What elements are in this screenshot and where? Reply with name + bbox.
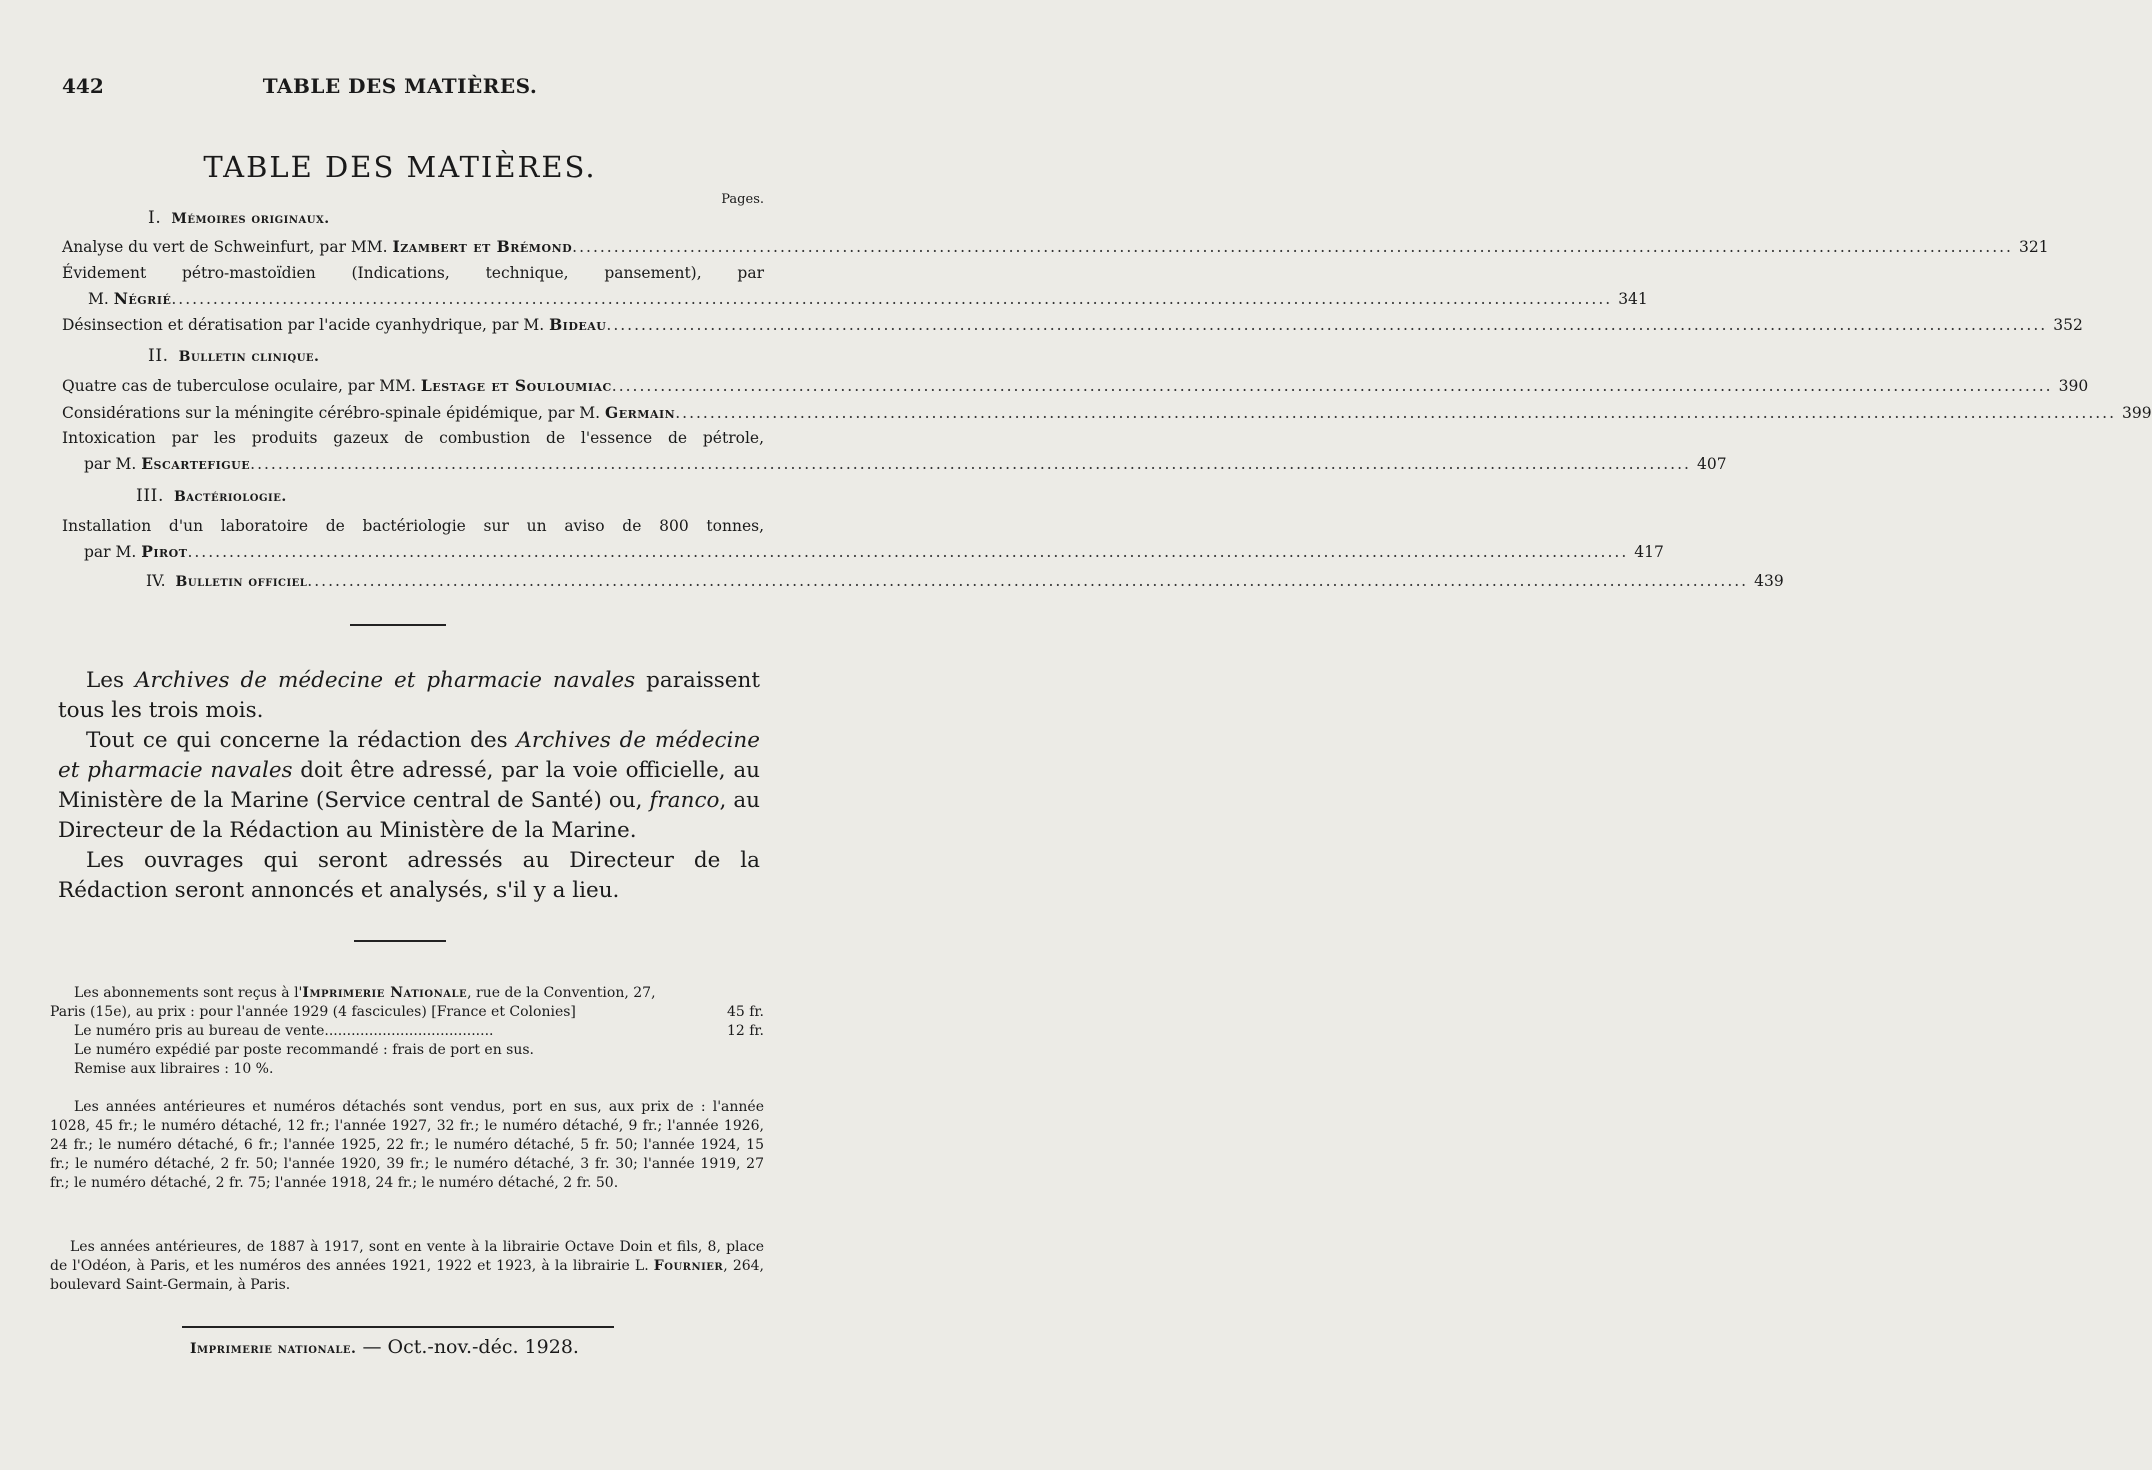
subscription-line-5: Remise aux libraires : 10 %. (74, 1061, 274, 1077)
section-title: Bactériologie. (173, 489, 287, 505)
subscription-info (50, 984, 764, 1079)
toc-entry[interactable] (84, 454, 1727, 476)
leader-dots (171, 290, 1612, 308)
leader-dots (250, 455, 1691, 473)
section-roman: III. (136, 486, 164, 506)
subscription-line-1: Les abonnements sont reçus à l'Imprimerie Nationale, rue de la Convention, 27, (74, 985, 656, 1001)
running-title: TABLE DES MATIÈRES. (262, 74, 538, 98)
toc-entry-text: M. (88, 290, 114, 308)
toc-entry[interactable] (62, 376, 2089, 398)
toc-entry-text: Désinsection et dératisation par l'acide cyanhydrique, par M. (62, 316, 550, 334)
section-roman: II. (148, 346, 169, 366)
section-heading-3 (136, 486, 287, 506)
section-title: Bulletin clinique. (178, 349, 320, 365)
notice-paragraph-3: Les ouvrages qui seront adressés au Directeur de la Rédaction seront annoncés et analysés, s'il y a lieu. (58, 848, 760, 903)
notice-paragraph-2: Tout ce qui concerne la rédaction des Archives de médecine et pharmacie navales doit être adressé, par la voie officielle, au Ministère de la Marine (Service central de Santé) ou, franco, au Directeur de la Rédaction au Ministère de la Marine. (58, 728, 760, 843)
running-head (62, 74, 738, 104)
toc-entry-text: Analyse du vert de Schweinfurt, par MM. (62, 238, 393, 256)
toc-entry-authors: Lestage et Souloumiac (420, 376, 612, 395)
toc-entry-text: Quatre cas de tuberculose oculaire, par MM. (62, 377, 421, 395)
toc-page-number: 321 (2019, 238, 2049, 256)
notice-paragraph-1: Les Archives de médecine et pharmacie navales paraissent tous les trois mois. (58, 668, 761, 723)
toc-entry[interactable] (62, 237, 2049, 259)
toc-entry[interactable] (62, 315, 2083, 337)
section-heading-1 (148, 208, 330, 228)
leader-dots (606, 316, 2047, 334)
back-issues-info (50, 1098, 764, 1193)
toc-page-number: 439 (1754, 572, 1784, 590)
toc-entry-text: par M. (84, 543, 142, 561)
toc-page-number: 352 (2053, 316, 2083, 334)
toc-entry-text: par M. (84, 455, 142, 473)
subscription-line-4: Le numéro expédié par poste recommandé : frais de port en sus. (74, 1042, 534, 1058)
toc-entry-text: Considérations sur la méningite cérébro-spinale épidémique, par M. (62, 404, 606, 422)
toc-page-number: 390 (2058, 377, 2089, 395)
toc-entry-authors: Pirot (141, 542, 188, 561)
toc-entry-section-4[interactable] (146, 572, 1784, 594)
toc-entry-line1: Intoxication par les produits gazeux de combustion de l'essence de pétrole, (62, 429, 764, 447)
toc-entry-authors: Germain (605, 403, 676, 422)
leader-dots (572, 238, 2013, 256)
page-number: 442 (62, 74, 104, 98)
notice-block (58, 666, 760, 906)
page-title: TABLE DES MATIÈRES. (203, 150, 597, 184)
subscription-line-2: Paris (15e), au prix : pour l'année 1929 (4 fascicules) [France et Colonies] 45 fr. (50, 1004, 764, 1020)
leader-dots (187, 543, 1628, 561)
printer-footer (190, 1336, 579, 1358)
toc-page-number: 417 (1634, 543, 1664, 561)
toc-entry-line1: Évidement pétro-mastoïdien (Indications, technique, pansement), par (62, 264, 764, 282)
toc-entry-line1: Installation d'un laboratoire de bactériologie sur un aviso de 800 tonnes, (62, 517, 764, 535)
back-issues-paragraph: Les années antérieures et numéros détachés sont vendus, port en sus, aux prix de : l'année 1028, 45 fr.; le numéro détaché, 12 fr.; l'année 1927, 32 fr.; le numéro détaché, 9 fr.; l'année 1926, 24 fr.; le numéro détaché, 6 fr.; l'année 1925, 22 fr.; le numéro détaché, 5 fr. 50; l'année 1924, 15 fr.; le numéro détaché, 2 fr. 50; l'année 1920, 39 fr.; le numéro détaché, 3 fr. 30; l'année 1919, 27 fr.; le numéro détaché, 2 fr. 75; l'année 1918, 24 fr.; le numéro détaché, 2 fr. 50. (50, 1099, 764, 1191)
toc-entry-authors: Bideau (549, 315, 607, 334)
bookseller-paragraph: Les années antérieures, de 1887 à 1917, sont en vente à la librairie Octave Doin et fils, 8, place de l'Odéon, à Paris, et les numéros des années 1921, 1922 et 1923, à la librairie L. Fournier, 264, boulevard Saint-Germain, à Paris. (50, 1239, 765, 1293)
printer-name: Imprimerie nationale. (190, 1341, 357, 1357)
divider-rule (350, 624, 446, 626)
divider-rule (354, 940, 446, 942)
section-title: Bulletin officiel (175, 574, 308, 590)
issue-date: — Oct.-nov.-déc. 1928. (356, 1336, 579, 1358)
section-title: Mémoires originaux. (171, 211, 330, 227)
leader-dots (307, 572, 1748, 590)
toc-entry[interactable] (62, 403, 2152, 425)
toc-entry-authors: Négrié (113, 289, 172, 308)
toc-page-number: 407 (1696, 455, 1727, 473)
toc-entry-authors: Izambert et Brémond (392, 237, 573, 256)
footer-rule (182, 1326, 614, 1328)
leader-dots (612, 377, 2053, 395)
toc-page-number: 399 (2122, 404, 2152, 422)
section-roman: I. (148, 208, 162, 228)
toc-page-number: 341 (1618, 290, 1648, 308)
subscription-line-3: Le numéro pris au bureau de vente...................................... 12 fr. (74, 1023, 764, 1039)
toc-entry[interactable] (88, 289, 1648, 311)
toc-entry-authors: Escartefigue (141, 454, 251, 473)
toc-entry[interactable] (84, 542, 1664, 564)
section-roman: IV. (146, 572, 166, 590)
pages-column-label: Pages. (721, 192, 764, 207)
leader-dots (675, 404, 2116, 422)
section-heading-2 (148, 346, 319, 366)
bookseller-info (50, 1238, 764, 1295)
